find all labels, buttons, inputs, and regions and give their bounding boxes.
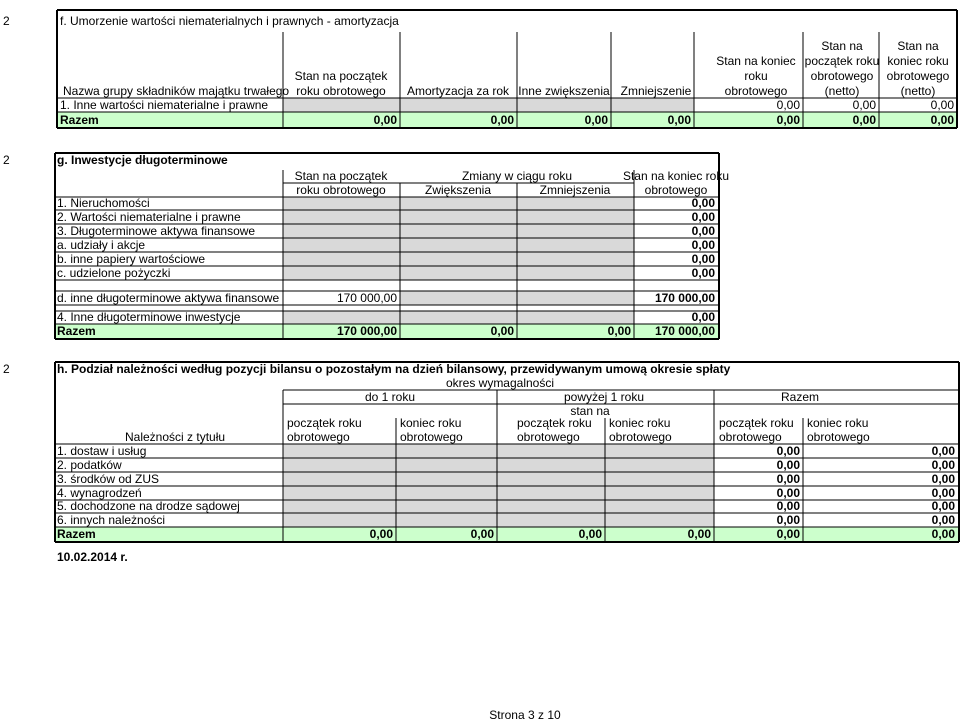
section-h-row-value: 0,00 xyxy=(931,486,955,500)
section-g-total-label: Razem xyxy=(57,324,96,338)
section-h-row-value: 0,00 xyxy=(931,458,955,472)
section-f-total-value: 0,00 xyxy=(852,113,876,127)
section-h-row-value: 0,00 xyxy=(931,499,955,513)
section-f-total-value: 0,00 xyxy=(930,113,954,127)
section-g-total-value: 170 000,00 xyxy=(336,324,397,338)
section-f-header-c7: (netto) xyxy=(900,84,936,98)
section-h-total-value: 0,00 xyxy=(470,527,494,541)
section-f-header-name: Nazwa grupy składników majątku trwałego xyxy=(63,84,290,98)
section-f-row1-value: 0,00 xyxy=(930,98,954,112)
section-h xyxy=(3,362,960,542)
section-f-total-value: 0,00 xyxy=(584,113,608,127)
section-g-total-value: 0,00 xyxy=(607,324,631,338)
section-g-header-start: Stan na początek xyxy=(294,169,388,183)
section-f-header-c5: Stan na koniec xyxy=(716,54,796,68)
section-g-row-value: 170 000,00 xyxy=(336,291,397,305)
section-f-row1-value: 0,00 xyxy=(852,98,876,112)
section-h-row-label: 6. innych należności xyxy=(57,513,166,527)
section-f-header-c7: Stan na xyxy=(897,39,939,53)
section-g-row-value: 0,00 xyxy=(691,196,715,210)
section-f-row1-label: 1. Inne wartości niematerialne i prawne xyxy=(60,98,269,112)
section-h-header-col: obrotowego xyxy=(609,430,672,444)
section-f-header-c6: Stan na xyxy=(821,39,863,53)
section-f-total-value: 0,00 xyxy=(667,113,691,127)
section-g-header-increase: Zwiększenia xyxy=(424,183,492,197)
section-g xyxy=(3,153,729,339)
section-h-header-stan: stan na xyxy=(570,404,610,418)
section-g-row-label: b. inne papiery wartościowe xyxy=(57,252,206,266)
section-h-row-value: 0,00 xyxy=(931,444,955,458)
section-g-total-value: 0,00 xyxy=(490,324,514,338)
section-h-row-label: 2. podatków xyxy=(57,458,122,472)
section-g-row-label: 3. Długoterminowe aktywa finansowe xyxy=(57,224,256,238)
section-g-row-label: 1. Nieruchomości xyxy=(57,196,150,210)
section-h-header-col: obrotowego xyxy=(287,430,350,444)
section-g-row-value: 0,00 xyxy=(691,224,715,238)
section-h-header-name: Należności z tytułu xyxy=(125,430,226,444)
section-f-header-c1: Stan na początek xyxy=(294,69,388,83)
section-h-total-label: Razem xyxy=(57,527,96,541)
section-g-row-value: 0,00 xyxy=(691,210,715,224)
section-h-total-value: 0,00 xyxy=(776,527,800,541)
footer-date: 10.02.2014 r. xyxy=(57,550,128,564)
section-h-title: h. Podział należności według pozycji bilansu o pozostałym na dzień bilansowy, przewidywanym umową okresie spłaty xyxy=(57,362,731,376)
section-h-header-col: początek roku xyxy=(719,416,794,430)
page-number: Strona 3 z 10 xyxy=(489,708,561,721)
section-h-row-value: 0,00 xyxy=(776,458,800,472)
section-f-header-c4: Zmniejszenie xyxy=(620,84,692,98)
section-g-row-label: d. inne długoterminowe aktywa finansowe xyxy=(57,291,280,305)
section-g-row-label: 4. Inne długoterminowe inwestycje xyxy=(57,310,241,324)
section-g-row-label: 2. Wartości niematerialne i prawne xyxy=(57,210,241,224)
section-g-row-value: 0,00 xyxy=(691,310,715,324)
section-f-header-c1: roku obrotowego xyxy=(296,84,386,98)
section-f-header-c6: obrotowego xyxy=(810,69,874,83)
section-h-row-value: 0,00 xyxy=(776,472,800,486)
section-h-header-col: początek roku xyxy=(287,416,362,430)
section-g-total-value: 170 000,00 xyxy=(654,324,715,338)
section-h-header-group2: powyżej 1 roku xyxy=(563,390,645,404)
section-g-row-value: 0,00 xyxy=(691,252,715,266)
section-h-total-row xyxy=(55,527,960,542)
section-f xyxy=(3,10,958,128)
section-h-total-value: 0,00 xyxy=(369,527,393,541)
section-f-total-value: 0,00 xyxy=(490,113,514,127)
section-g-row-label: c. udzielone pożyczki xyxy=(57,266,171,280)
section-h-row-value: 0,00 xyxy=(776,499,800,513)
section-h-row-label: 1. dostaw i usług xyxy=(57,444,147,458)
section-f-header-c6: (netto) xyxy=(824,84,860,98)
section-f-total-value: 0,00 xyxy=(373,113,397,127)
section-h-header-col: obrotowego xyxy=(400,430,463,444)
section-h-total-value: 0,00 xyxy=(578,527,602,541)
section-g-header-changes: Zmiany w ciągu roku xyxy=(461,169,573,183)
section-h-number: 2 xyxy=(3,362,10,376)
section-h-header-col: obrotowego xyxy=(517,430,580,444)
section-f-total-label: Razem xyxy=(60,113,99,127)
section-h-header-col: początek roku xyxy=(517,416,592,430)
section-f-header-c3: Inne zwiększenia xyxy=(518,84,610,98)
section-g-row-value: 170 000,00 xyxy=(654,291,715,305)
section-h-row-value: 0,00 xyxy=(776,486,800,500)
section-h-total-value: 0,00 xyxy=(687,527,711,541)
section-h-header-col: koniec roku xyxy=(807,416,869,430)
section-f-header-c7: koniec roku xyxy=(887,54,949,68)
section-f-header-c2: Amortyzacja za rok xyxy=(406,84,510,98)
section-g-title: g. Inwestycje długoterminowe xyxy=(57,153,228,167)
section-h-header-period: okres wymagalności xyxy=(445,376,555,390)
section-h-row-label: 4. wynagrodzeń xyxy=(57,486,142,500)
section-g-row-value: 0,00 xyxy=(691,266,715,280)
section-h-header-group1: do 1 roku xyxy=(364,390,416,404)
section-h-header-col: koniec roku xyxy=(400,416,462,430)
section-g-header-decrease: Zmniejszenia xyxy=(539,183,611,197)
section-f-header-c5: obrotowego xyxy=(724,84,788,98)
section-g-gray-cells xyxy=(283,311,634,324)
section-f-header-c7: obrotowego xyxy=(886,69,950,83)
section-h-header-col: obrotowego xyxy=(719,430,782,444)
section-h-header-group3: Razem xyxy=(780,390,820,404)
section-h-row-label: 5. dochodzone na drodze sądowej xyxy=(57,499,240,513)
section-f-row1-value: 0,00 xyxy=(776,98,800,112)
section-g-number: 2 xyxy=(3,153,10,167)
section-f-header-c5: roku xyxy=(744,69,768,83)
section-g-row-label: a. udziały i akcje xyxy=(57,238,146,252)
section-h-row-value: 0,00 xyxy=(931,513,955,527)
section-g-header-start: roku obrotowego xyxy=(296,183,386,197)
section-h-row-value: 0,00 xyxy=(776,444,800,458)
section-f-number: 2 xyxy=(3,14,10,28)
section-g-header-end: obrotowego xyxy=(644,183,708,197)
section-g-header-end: Stan na koniec roku xyxy=(622,169,730,183)
section-h-header-col: koniec roku xyxy=(609,416,671,430)
section-g-row-value: 0,00 xyxy=(691,238,715,252)
section-f-header-c6: początek roku xyxy=(804,54,880,68)
section-h-row-label: 3. środków od ZUS xyxy=(57,472,160,486)
section-h-row-value: 0,00 xyxy=(931,472,955,486)
section-h-header-col: obrotowego xyxy=(807,430,870,444)
section-f-title: f. Umorzenie wartości niematerialnych i prawnych - amortyzacja xyxy=(60,14,399,28)
section-h-row-value: 0,00 xyxy=(776,513,800,527)
section-h-total-value: 0,00 xyxy=(931,527,955,541)
section-f-total-value: 0,00 xyxy=(776,113,800,127)
section-f-row1-gray xyxy=(283,98,694,112)
